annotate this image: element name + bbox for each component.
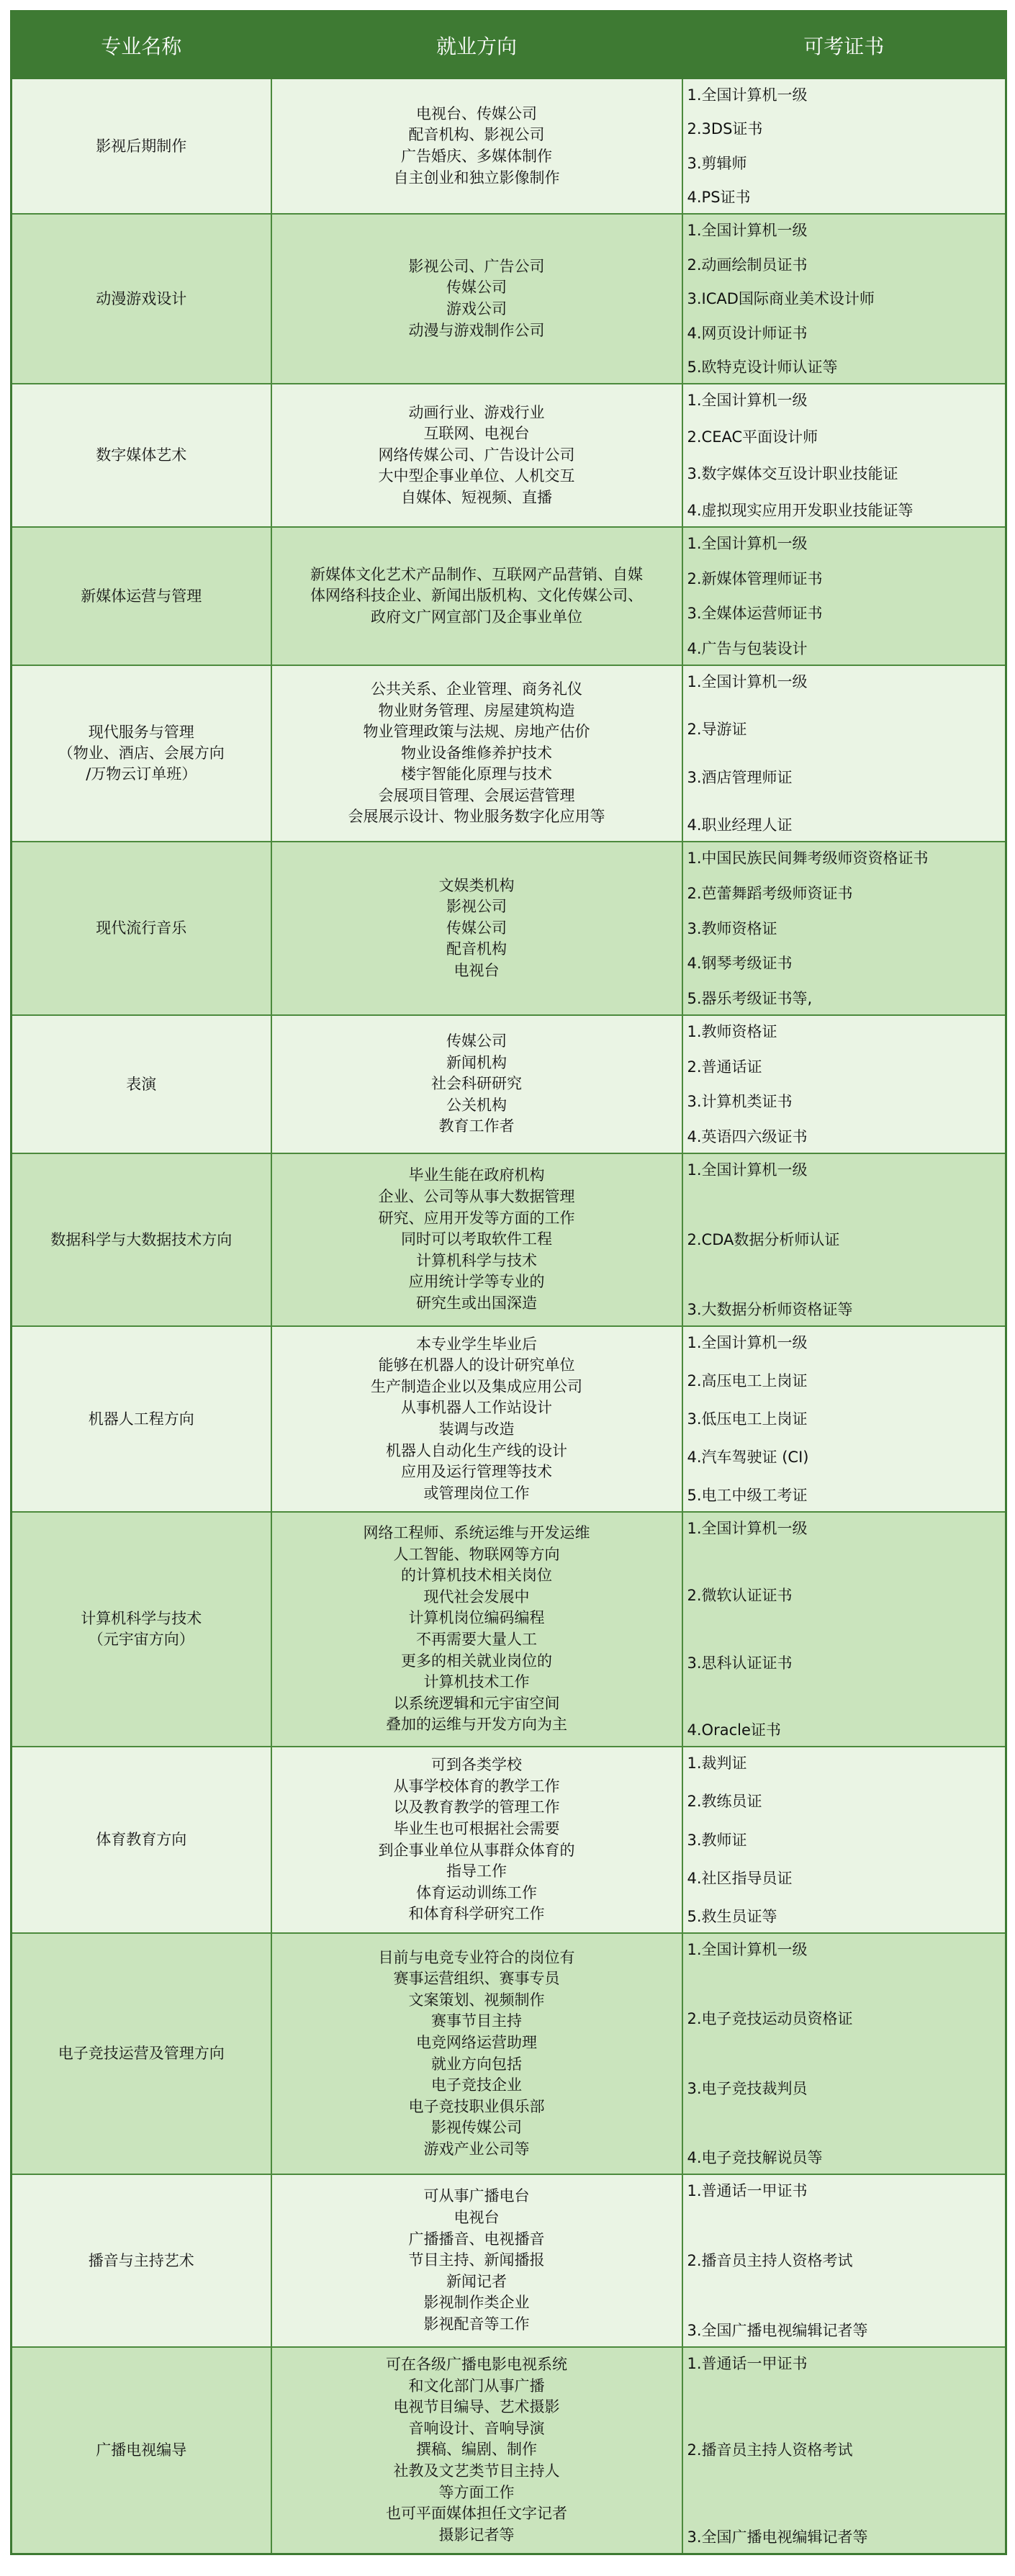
employment-direction-cell — [271, 1015, 682, 1153]
certificate-item: 1.全国计算机一级 — [687, 1161, 808, 1179]
direction-line: 网络工程师、系统运维与开发运维 — [363, 1524, 590, 1542]
direction-line: 能够在机器人的设计研究单位 — [378, 1356, 575, 1374]
direction-line: 会展项目管理、会展运营管理 — [378, 786, 575, 804]
certificate-item: 3.电子竞技裁判员 — [687, 2079, 808, 2097]
direction-line: 指导工作 — [446, 1863, 507, 1881]
major-name-line: 计算机科学与技术 — [81, 1610, 202, 1627]
direction-line: 传媒公司 — [446, 919, 507, 937]
certificate-cell — [682, 1512, 1006, 1747]
direction-line: 的计算机技术相关岗位 — [401, 1567, 552, 1585]
direction-line: 可从事广播电台 — [423, 2187, 530, 2205]
certificate-cell — [682, 665, 1006, 842]
direction-line: 现代社会发展中 — [423, 1588, 530, 1606]
certificate-item: 1.普通话一甲证书 — [687, 2182, 808, 2199]
certificate-item: 3.全媒体运营师证书 — [687, 605, 823, 623]
direction-line: 就业方向包括 — [431, 2055, 522, 2073]
certificate-item: 2.动画绘制员证书 — [687, 256, 808, 274]
certificate-item: 1.普通话一甲证书 — [687, 2354, 808, 2372]
direction-line: 影视配音等工作 — [423, 2315, 530, 2333]
certificate-item: 2.CDA数据分析师认证 — [687, 1231, 840, 1248]
employment-direction-cell — [271, 78, 682, 214]
direction-line: 撰稿、编剧、制作 — [416, 2441, 537, 2459]
direction-line: 应用统计学等专业的 — [408, 1273, 545, 1291]
employment-direction-cell — [271, 2174, 682, 2347]
employment-direction-cell — [271, 527, 682, 665]
majors-table — [10, 10, 1007, 2555]
table-row — [12, 1747, 1006, 1933]
major-name-cell — [12, 1933, 271, 2174]
major-name-line: 新媒体运营与管理 — [81, 587, 202, 605]
major-name-cell — [12, 527, 271, 665]
major-name-cell — [12, 1015, 271, 1153]
direction-line: 物业财务管理、房屋建筑构造 — [378, 701, 575, 719]
certificate-item: 3.全国广播电视编辑记者等 — [687, 2322, 868, 2339]
certificate-cell — [682, 842, 1006, 1015]
direction-line: 计算机科学与技术 — [416, 1251, 537, 1269]
direction-line: 电视台、传媒公司 — [416, 104, 537, 122]
header-direction: 就业方向 — [271, 12, 682, 79]
major-name-cell — [12, 1326, 271, 1512]
major-name-line: 播音与主持艺术 — [88, 2251, 194, 2269]
certificate-list — [687, 86, 1001, 206]
direction-line: 自主创业和独立影像制作 — [393, 168, 560, 186]
certificate-cell — [682, 78, 1006, 214]
certificate-cell — [682, 214, 1006, 384]
certificate-item: 3.教师证 — [687, 1831, 747, 1849]
certificate-item: 4.职业经理人证 — [687, 816, 793, 834]
table-row — [12, 665, 1006, 842]
certificate-item: 2.电子竞技运动员资格证 — [687, 2010, 853, 2028]
certificate-item: 3.酒店管理师证 — [687, 768, 793, 786]
direction-line: 文案策划、视频制作 — [408, 1991, 545, 2009]
certificate-list — [687, 1023, 1001, 1145]
certificate-item: 5.器乐考级证书等, — [687, 990, 813, 1007]
direction-line: 应用及运行管理等技术 — [401, 1463, 552, 1481]
table-row — [12, 384, 1006, 527]
employment-direction-cell — [271, 384, 682, 527]
direction-line: 机器人自动化生产线的设计 — [386, 1441, 567, 1459]
certificate-item: 1.全国计算机一级 — [687, 222, 808, 239]
direction-line: 生产制造企业以及集成应用公司 — [371, 1377, 582, 1395]
major-name-line: 动漫游戏设计 — [96, 289, 187, 307]
certificate-item: 4.网页设计师证书 — [687, 324, 808, 342]
direction-line: 大中型企事业单位、人机交互 — [378, 467, 575, 485]
certificate-item: 3.思科认证证书 — [687, 1654, 793, 1672]
certificate-list — [687, 1161, 1001, 1318]
direction-line: 从事机器人工作站设计 — [401, 1399, 552, 1417]
certificate-item: 4.英语四六级证书 — [687, 1127, 808, 1145]
certificate-cell — [682, 384, 1006, 527]
direction-line: 人工智能、物联网等方向 — [393, 1545, 560, 1563]
certificate-item: 4.Oracle证书 — [687, 1721, 781, 1739]
certificate-list — [687, 1334, 1001, 1504]
certificate-cell — [682, 1015, 1006, 1153]
table-row — [12, 527, 1006, 665]
direction-line: 以系统逻辑和元宇宙空间 — [393, 1694, 560, 1712]
certificate-cell — [682, 1747, 1006, 1933]
certificate-list — [687, 850, 1001, 1007]
direction-line: 网络传媒公司、广告设计公司 — [378, 446, 575, 464]
direction-line: 楼宇智能化原理与技术 — [401, 765, 552, 783]
direction-line: 从事学校体育的教学工作 — [393, 1777, 560, 1795]
certificate-item: 2.导游证 — [687, 721, 747, 739]
direction-line: 配音机构、影视公司 — [408, 126, 545, 144]
major-name-line: 机器人工程方向 — [88, 1410, 194, 1428]
direction-line: 电子竞技企业 — [431, 2076, 522, 2094]
direction-line: 广告婚庆、多媒体制作 — [401, 148, 552, 165]
employment-direction-cell — [271, 842, 682, 1015]
certificate-item: 3.大数据分析师资格证等 — [687, 1301, 853, 1318]
major-name-cell — [12, 1747, 271, 1933]
major-name-cell — [12, 1512, 271, 1747]
certificate-list — [687, 1755, 1001, 1925]
direction-line: 影视制作类企业 — [423, 2294, 530, 2312]
direction-line: 电视台 — [454, 2209, 500, 2227]
major-name-line: 广播电视编导 — [96, 2441, 187, 2459]
employment-direction-cell — [271, 1512, 682, 1747]
certificate-item: 1.教师资格证 — [687, 1023, 777, 1040]
majors-table-container — [10, 10, 1005, 2566]
direction-line: 社会科研研究 — [431, 1075, 522, 1093]
direction-line: 装调与改造 — [438, 1420, 515, 1438]
table-row — [12, 842, 1006, 1015]
direction-line: 物业设备维修养护技术 — [401, 744, 552, 762]
direction-line: 研究、应用开发等方面的工作 — [378, 1209, 575, 1227]
employment-direction-cell — [271, 1747, 682, 1933]
certificate-item: 1.全国计算机一级 — [687, 1520, 808, 1537]
direction-line: 电视节目编导、艺术摄影 — [393, 2398, 560, 2416]
certificate-list — [687, 673, 1001, 834]
major-name-line: 数据科学与大数据技术方向 — [50, 1230, 233, 1248]
certificate-item: 5.电工中级工考证 — [687, 1487, 808, 1504]
major-name-cell — [12, 665, 271, 842]
certificate-item: 5.救生员证等 — [687, 1908, 777, 1925]
table-row — [12, 1015, 1006, 1153]
table-row — [12, 2347, 1006, 2554]
direction-line: 体育运动训练工作 — [416, 1883, 537, 1901]
certificate-item: 2.新媒体管理师证书 — [687, 569, 823, 587]
major-name-line: （元宇宙方向） — [88, 1631, 194, 1648]
direction-line: 同时可以考取软件工程 — [401, 1230, 552, 1248]
direction-line: 影视公司、广告公司 — [408, 257, 545, 275]
certificate-item: 3.低压电工上岗证 — [687, 1410, 808, 1428]
table-row — [12, 78, 1006, 214]
certificate-item: 1.全国计算机一级 — [687, 392, 808, 409]
direction-line: 可到各类学校 — [431, 1756, 522, 1774]
certificate-item: 2.芭蕾舞蹈考级师资证书 — [687, 884, 853, 902]
direction-line: 社教及文艺类节目主持人 — [393, 2462, 560, 2480]
employment-direction-cell — [271, 2347, 682, 2554]
certificate-item: 3.数字媒体交互设计职业技能证 — [687, 465, 898, 482]
major-name-line: 影视后期制作 — [96, 137, 187, 155]
direction-line: 配音机构 — [446, 940, 507, 958]
direction-line: 传媒公司 — [446, 279, 507, 297]
certificate-item: 3.全国广播电视编辑记者等 — [687, 2528, 868, 2546]
certificate-item: 5.欧特克设计师认证等 — [687, 359, 838, 376]
direction-line: 公关机构 — [446, 1096, 507, 1114]
table-row — [12, 214, 1006, 384]
employment-direction-cell — [271, 214, 682, 384]
direction-line: 和体育科学研究工作 — [408, 1905, 545, 1923]
direction-line: 物业管理政策与法规、房地产估价 — [363, 723, 590, 741]
direction-line: 摄影记者等 — [438, 2526, 515, 2544]
direction-line: 游戏公司 — [446, 300, 507, 318]
direction-line: 影视公司 — [446, 898, 507, 916]
major-name-line: 体育教育方向 — [96, 1831, 187, 1848]
certificate-item: 1.中国民族民间舞考级师资资格证书 — [687, 850, 929, 867]
certificate-cell — [682, 1933, 1006, 2174]
direction-line: 毕业生也可根据社会需要 — [393, 1819, 560, 1837]
certificate-item: 3.计算机类证书 — [687, 1093, 793, 1111]
major-name-line: 电子竞技运营及管理方向 — [58, 2045, 225, 2062]
major-name-line: 表演 — [126, 1075, 157, 1093]
direction-line: 游戏产业公司等 — [423, 2140, 530, 2158]
direction-line: 计算机岗位编码编程 — [408, 1609, 545, 1627]
direction-line: 毕业生能在政府机构 — [408, 1166, 545, 1184]
certificate-item: 4.虚拟现实应用开发职业技能证等 — [687, 502, 914, 519]
major-name-line: 现代流行音乐 — [96, 919, 187, 937]
major-name-cell — [12, 842, 271, 1015]
direction-line: 或管理岗位工作 — [423, 1484, 530, 1502]
certificate-item: 4.社区指导员证 — [687, 1869, 793, 1887]
certificate-item: 2.3DS证书 — [687, 120, 763, 138]
direction-line: 可在各级广播电影电视系统 — [386, 2356, 567, 2374]
certificate-cell — [682, 1153, 1006, 1326]
certificate-cell — [682, 2347, 1006, 2554]
major-name-line: （物业、酒店、会展方向 — [58, 744, 225, 762]
direction-line: 互联网、电视台 — [423, 425, 530, 443]
major-name-cell — [12, 2347, 271, 2554]
certificate-item: 1.裁判证 — [687, 1755, 747, 1772]
certificate-item: 2.CEAC平面设计师 — [687, 428, 818, 446]
major-name-line: /万物云订单班） — [86, 765, 197, 783]
certificate-item: 2.教练员证 — [687, 1793, 762, 1811]
direction-line: 动画行业、游戏行业 — [408, 403, 545, 421]
certificate-item: 4.汽车驾驶证 (CI) — [687, 1449, 809, 1466]
major-name-cell — [12, 78, 271, 214]
direction-line: 电视台 — [454, 961, 500, 979]
direction-line: 本专业学生毕业后 — [416, 1335, 537, 1353]
direction-line: 传媒公司 — [446, 1032, 507, 1050]
certificate-item: 4.PS证书 — [687, 188, 751, 206]
certificate-cell — [682, 2174, 1006, 2347]
table-row — [12, 1326, 1006, 1512]
certificate-item: 4.广告与包装设计 — [687, 639, 808, 657]
certificate-list — [687, 2355, 1001, 2546]
direction-line: 更多的相关就业岗位的 — [401, 1652, 552, 1670]
direction-line: 目前与电竞专业符合的岗位有 — [378, 1948, 575, 1966]
direction-line: 广播播音、电视播音 — [408, 2230, 545, 2248]
certificate-item: 3.教师资格证 — [687, 919, 777, 937]
direction-line: 电子竞技职业俱乐部 — [408, 2097, 545, 2115]
direction-line: 电竞网络运营助理 — [416, 2033, 537, 2051]
direction-line: 企业、公司等从事大数据管理 — [378, 1188, 575, 1206]
direction-line: 体网络科技企业、新闻出版机构、文化传媒公司、 — [310, 587, 643, 605]
direction-line: 也可平面媒体担任文字记者 — [386, 2505, 567, 2523]
certificate-item: 4.钢琴考级证书 — [687, 955, 793, 973]
major-name-cell — [12, 214, 271, 384]
employment-direction-cell — [271, 665, 682, 842]
direction-line: 会展展示设计、物业服务数字化应用等 — [348, 808, 605, 826]
direction-line: 动漫与游戏制作公司 — [408, 321, 545, 339]
certificate-item: 1.全国计算机一级 — [687, 86, 808, 104]
certificate-item: 2.微软认证证书 — [687, 1587, 793, 1605]
certificate-item: 1.全国计算机一级 — [687, 1941, 808, 1958]
certificate-item: 4.电子竞技解说员等 — [687, 2148, 823, 2166]
certificate-list — [687, 2182, 1001, 2339]
direction-line: 新媒体文化艺术产品制作、互联网产品营销、自媒 — [310, 565, 643, 583]
certificate-list — [687, 222, 1001, 376]
direction-line: 文娱类机构 — [438, 876, 515, 894]
direction-line: 公共关系、企业管理、商务礼仪 — [371, 680, 582, 698]
direction-line: 赛事运营组织、赛事专员 — [393, 1970, 560, 1988]
direction-line: 叠加的运维与开发方向为主 — [386, 1716, 567, 1734]
table-row — [12, 1512, 1006, 1747]
direction-line: 新闻记者 — [446, 2272, 507, 2290]
employment-direction-cell — [271, 1933, 682, 2174]
table-row — [12, 1153, 1006, 1326]
direction-line: 新闻机构 — [446, 1053, 507, 1071]
direction-line: 不再需要大量人工 — [416, 1631, 537, 1648]
direction-line: 到企事业单位从事群众体育的 — [378, 1841, 575, 1859]
direction-line: 自媒体、短视频、直播 — [401, 488, 552, 506]
direction-line: 教育工作者 — [438, 1117, 515, 1135]
direction-line: 赛事节目主持 — [431, 2012, 522, 2030]
major-name-line: 现代服务与管理 — [88, 724, 194, 741]
header-certificate: 可考证书 — [682, 12, 1006, 79]
major-name-cell — [12, 2174, 271, 2347]
major-name-cell — [12, 1153, 271, 1326]
header-major: 专业名称 — [12, 12, 271, 79]
certificate-list — [687, 1941, 1001, 2166]
certificate-item: 2.高压电工上岗证 — [687, 1372, 808, 1390]
direction-line: 音响设计、音响导演 — [408, 2419, 545, 2437]
direction-line: 政府文广网宣部门及企事业单位 — [371, 608, 582, 626]
table-row — [12, 2174, 1006, 2347]
direction-line: 影视传媒公司 — [431, 2119, 522, 2137]
certificate-list — [687, 1520, 1001, 1739]
direction-line: 节目主持、新闻播报 — [408, 2251, 545, 2269]
direction-line: 以及教育教学的管理工作 — [393, 1798, 560, 1816]
certificate-item: 2.播音员主持人资格考试 — [687, 2441, 853, 2459]
certificate-item: 1.全国计算机一级 — [687, 1334, 808, 1351]
certificate-item: 3.ICAD国际商业美术设计师 — [687, 290, 875, 307]
employment-direction-cell — [271, 1153, 682, 1326]
direction-line: 和文化部门从事广播 — [408, 2377, 545, 2395]
certificate-item: 3.剪辑师 — [687, 154, 747, 172]
employment-direction-cell — [271, 1326, 682, 1512]
certificate-cell — [682, 1326, 1006, 1512]
certificate-item: 1.全国计算机一级 — [687, 535, 808, 552]
certificate-list — [687, 535, 1001, 657]
certificate-item: 2.播音员主持人资格考试 — [687, 2252, 853, 2269]
direction-line: 计算机技术工作 — [423, 1673, 530, 1691]
table-row — [12, 1933, 1006, 2174]
major-name-cell — [12, 384, 271, 527]
certificate-item: 1.全国计算机一级 — [687, 673, 808, 690]
certificate-item: 2.普通话证 — [687, 1058, 762, 1076]
header-row — [12, 12, 1006, 79]
major-name-line: 数字媒体艺术 — [96, 446, 187, 464]
certificate-cell — [682, 527, 1006, 665]
certificate-list — [687, 392, 1001, 519]
direction-line: 研究生或出国深造 — [416, 1294, 537, 1312]
direction-line: 等方面工作 — [438, 2483, 515, 2501]
